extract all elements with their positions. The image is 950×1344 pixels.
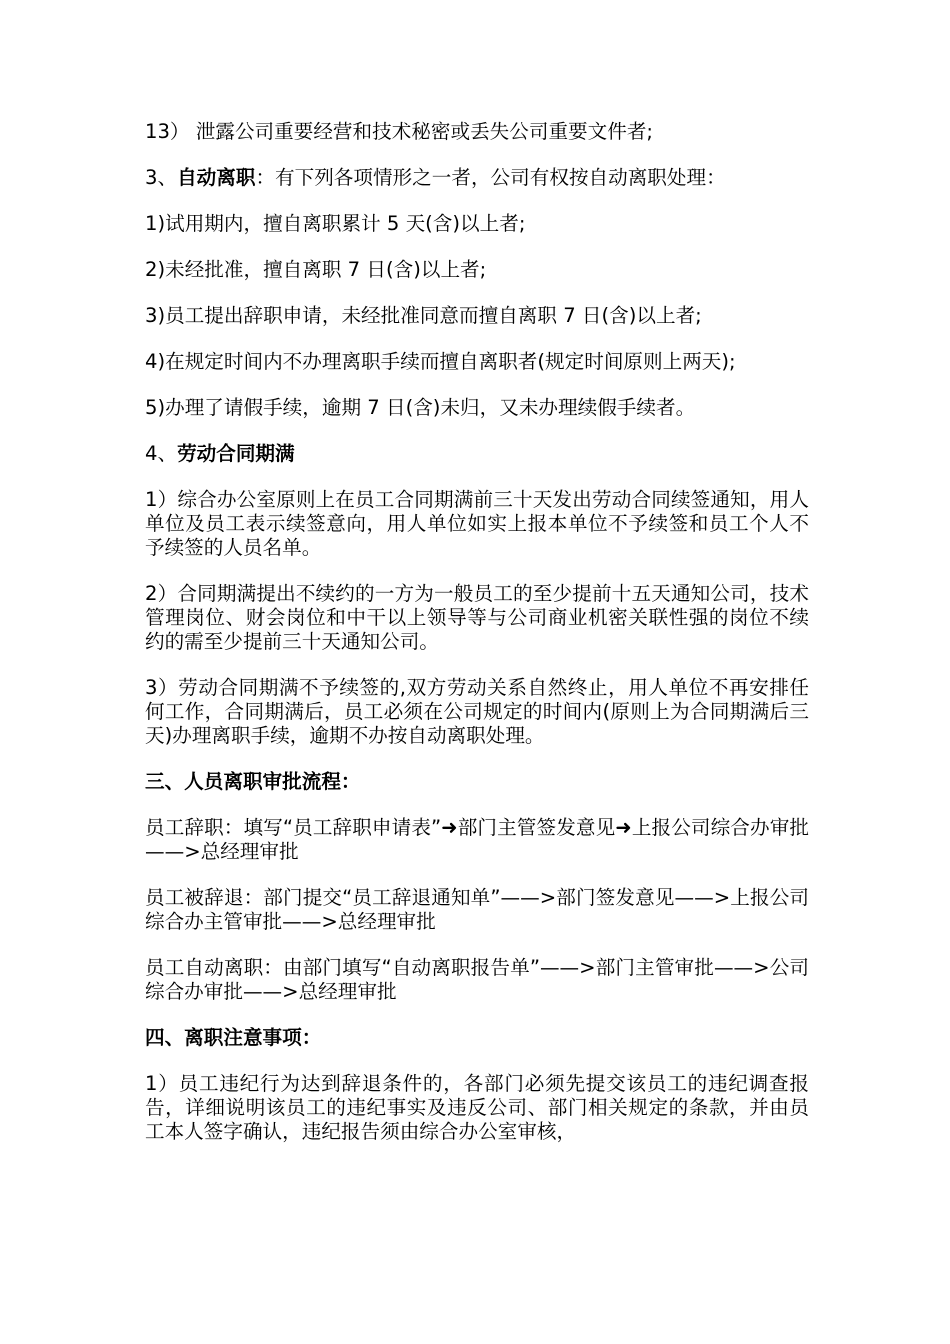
paragraph-contract-2: 2）合同期满提出不续约的一方为一般员工的至少提前十五天通知公司，技术管理岗位、财会岗位和中干以上领导等与公司商业机密关联性强的岗位不续约的需至少提前三十天通知公司。 [145,582,809,653]
section-title: 自动离职 [177,166,256,189]
document-body [145,120,809,1166]
paragraph-auto-4: 4)在规定时间内不办理离职手续而擅自离职者(规定时间原则上两天); [145,350,736,373]
paragraph-dismiss-flow: 员工被辞退：部门提交“员工辞退通知单”——>部门签发意见——>上报公司综合办主管审批——>总经理审批 [145,886,809,933]
heading-title: 三、人员离职审批流程： [145,770,361,793]
paragraph-auto-3: 3)员工提出辞职申请，未经批准同意而擅自离职 7 日(含)以上者; [145,304,702,327]
paragraph-resign-flow: 员工辞职：填写“员工辞职申请表”➜部门主管签发意见➜上报公司综合办审批——>总经理审批 [145,816,809,863]
section-number: 4、 [145,442,178,465]
paragraph-auto-1: 1)试用期内，擅自离职累计 5 天(含)以上者; [145,212,526,235]
paragraph-notes-1: 1）员工违纪行为达到辞退条件的，各部门必须先提交该员工的违纪调查报告，详细说明该员工的违纪事实及违反公司、部门相关规定的条款，并由员工本人签字确认，违纪报告须由综合办公室审核， [145,1072,809,1143]
heading-title: 四、离职注意事项： [145,1026,322,1049]
section-title: 劳动合同期满 [177,442,295,465]
paragraph-contract-3: 3）劳动合同期满不予续签的,双方劳动关系自然终止，用人单位不再安排任何工作，合同期满后，员工必须在公司规定的时间内(原则上为合同期满后三天)办理离职手续，逾期不办按自动离职处理。 [145,676,809,747]
paragraph-auto-2: 2)未经批准，擅自离职 7 日(含)以上者; [145,258,487,281]
heading-approval-process [145,770,809,794]
paragraph-auto-resign-flow: 员工自动离职：由部门填写“自动离职报告单”——>部门主管审批——>公司综合办审批——>总经理审批 [145,956,809,1003]
section-auto-resign [145,166,809,190]
section-desc: ：有下列各项情形之一者，公司有权按自动离职处理： [255,166,726,189]
paragraph-auto-5: 5)办理了请假手续，逾期 7 日(含)未归，又未办理续假手续者。 [145,396,696,419]
heading-notes [145,1026,809,1050]
section-contract-expiry [145,442,809,466]
paragraph-item-13: 13） 泄露公司重要经营和技术秘密或丢失公司重要文件者; [145,120,654,143]
paragraph-contract-1: 1）综合办公室原则上在员工合同期满前三十天发出劳动合同续签通知，用人单位及员工表示续签意向，用人单位如实上报本单位不予续签和员工个人不予续签的人员名单。 [145,488,809,559]
section-number: 3、 [145,166,178,189]
